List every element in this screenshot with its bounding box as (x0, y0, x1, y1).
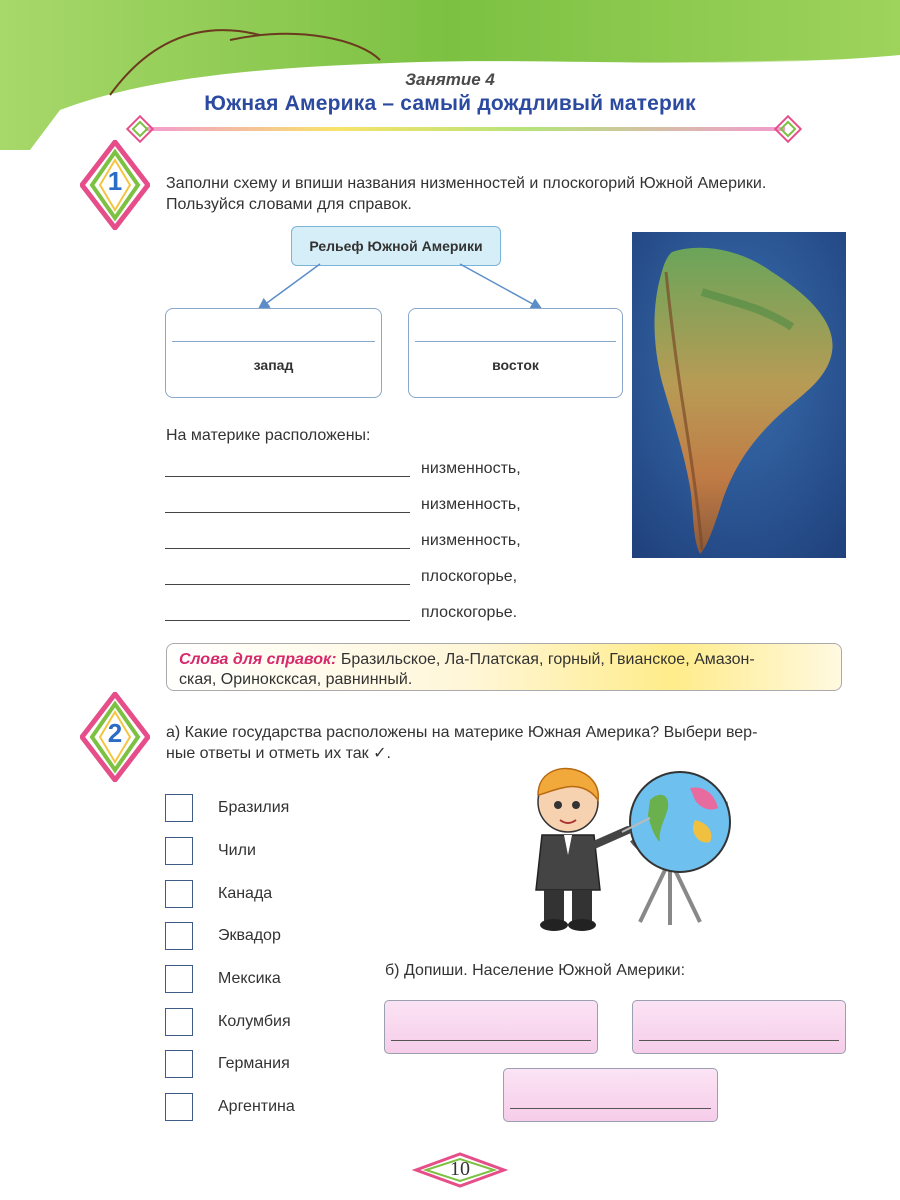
country-option[interactable]: Эквадор (165, 922, 365, 952)
located-text: На материке расположены: (166, 427, 371, 444)
country-option[interactable]: Бразилия (165, 794, 365, 824)
task-2-question-b: б) Допиши. Население Южной Америки: (385, 962, 686, 979)
fill-row[interactable]: низменность, (165, 496, 545, 520)
fill-row[interactable]: низменность, (165, 532, 545, 556)
schema-root-box: Рельеф Южной Америки (291, 226, 501, 266)
task-2-number: 2 (107, 718, 123, 748)
checkbox[interactable] (165, 1093, 193, 1121)
west-label: запад (253, 357, 294, 373)
checkbox[interactable] (165, 837, 193, 865)
checkbox[interactable] (165, 965, 193, 993)
west-answer-box[interactable] (165, 308, 382, 398)
task-1-number: 1 (107, 166, 123, 196)
checkbox[interactable] (165, 922, 193, 950)
country-option[interactable]: Аргентина (165, 1093, 365, 1123)
population-answer-box-1[interactable] (384, 1000, 598, 1054)
country-option[interactable]: Канада (165, 880, 365, 910)
lesson-number: Занятие 4 (405, 70, 495, 89)
reference-words-box: Слова для справок: Бразильское, Ла-Платская, горный, Гвианское, Амазон- ская, Ориноксксая, равнинный. (166, 643, 842, 691)
task-2-badge (80, 692, 150, 782)
population-answer-box-2[interactable] (632, 1000, 846, 1054)
checkbox[interactable] (165, 1008, 193, 1036)
reference-words-label: Слова для справок: (179, 651, 337, 668)
task-1-instruction: Заполни схему и впиши названия низменностей и плоскогорий Южной Америки. Пользуйся словами для справок. (166, 175, 767, 213)
population-answer-box-3[interactable] (503, 1068, 718, 1122)
country-option[interactable]: Германия (165, 1050, 365, 1080)
page-number: 10 (410, 1152, 510, 1188)
task-2-question-a: а) Какие государства расположены на материке Южная Америка? Выбери вер- ные ответы и отметь их так ✓. (166, 724, 758, 762)
fill-row[interactable]: низменность, (165, 460, 545, 484)
page-title: Южная Америка – самый дождливый материк (204, 92, 696, 115)
fill-row[interactable]: плоскогорье. (165, 604, 545, 628)
east-answer-box[interactable] (408, 308, 623, 398)
boy-with-globe-illustration (510, 760, 750, 935)
south-america-relief-map (632, 232, 846, 558)
checkbox[interactable] (165, 794, 193, 822)
country-option[interactable]: Чили (165, 837, 365, 867)
checkbox[interactable] (165, 1050, 193, 1078)
east-label: восток (492, 357, 539, 373)
country-option[interactable]: Колумбия (165, 1008, 365, 1038)
task-1-badge (80, 140, 150, 230)
country-option[interactable]: Мексика (165, 965, 365, 995)
fill-row[interactable]: плоскогорье, (165, 568, 545, 592)
checkbox[interactable] (165, 880, 193, 908)
